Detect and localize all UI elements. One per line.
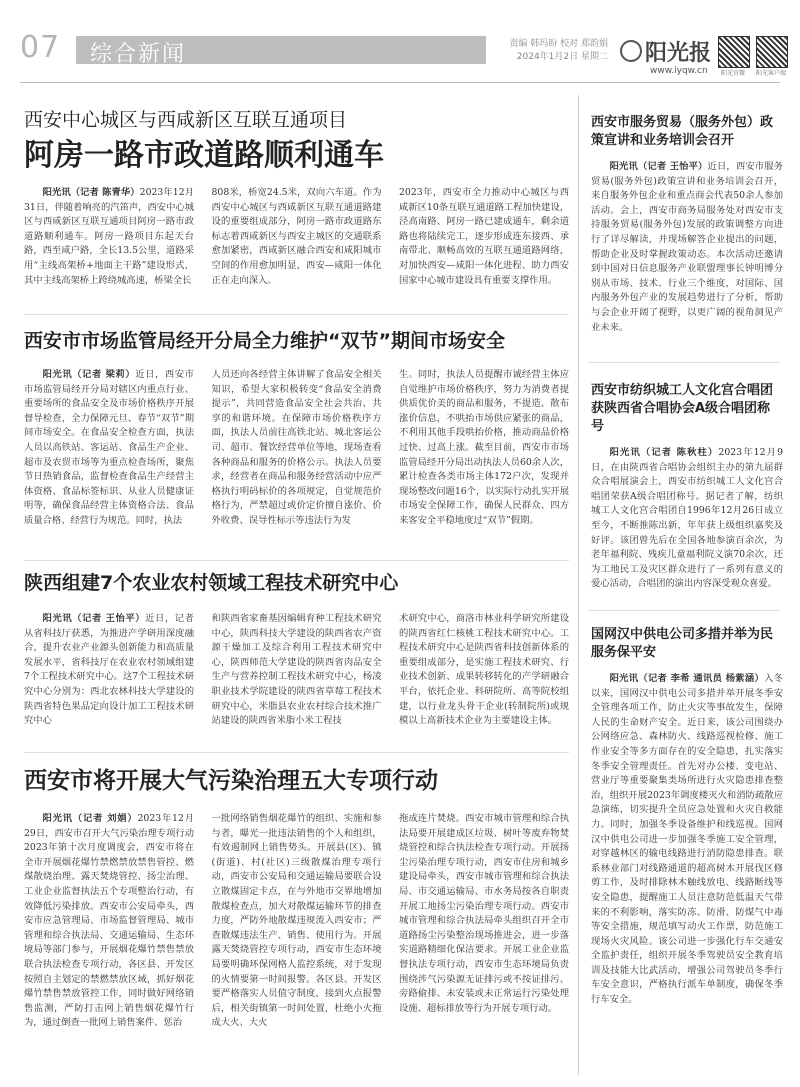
editor-line: 责编 韩玛盼 校对 郑韵娟 [509,39,608,49]
article-byline: 阳光讯（记者 王怡平） [609,161,708,172]
edition-meta [500,38,608,64]
sidebar-title: 国网汉中供电公司多措并举为民服务保平安 [591,627,774,660]
sidebar-article-1 [583,114,783,356]
page-header [0,0,800,77]
article-byline: 阳光讯（记者 刘娟） [42,813,138,824]
qr-code-icon [718,36,750,68]
sidebar-article-3 [583,626,783,1076]
article-separator [24,560,569,561]
article-column: 阳光讯（记者 刘娟）2023年12月29日，西安市召开大气污染治理专项行动2023年第十次月度调度会，西安市将在全市开展烟花爆竹禁燃禁放禁售管控、燃煤散烧治理、露天焚烧管控、扬尘治理、工业企业监督执法五个专项整治行动，有效降低污染排放。西安市公安局牵头，西安市应急管理局、市场监督管理局、城市管理和综合执法局、交通运输局、生态环境局等部门参与，开展烟花爆竹禁售禁放联合执法检查专项行动，各区县、开发区按照自主划定的禁燃禁放区域，抓好烟花爆竹禁售禁放管控工作，同时做好网络销售监测，严防打击网上销售烟花爆竹行为，通过倒查一批网上销售案件、惩治 [24,813,194,1029]
article-separator [588,362,780,363]
article-title: 阿房一路市政道路顺利通车 [24,138,384,173]
website-url[interactable]: www.iyqw.cn [650,66,708,76]
article-column: 拖成连片焚烧。西安市城市管理和综合执法局要开展建成区垃圾、树叶等废弃物焚烧管控和综合执法检查专项行动。开展扬尘污染治理专项行动，西安市住房和城乡建设局牵头，西安市城市管理和综合执法局、市交通运输局、市水务局按各自职责开展工地扬尘污染治理专项行动。西安市城市管理和综合执法局牵头组织召开全市道路扬尘污染整治现场推进会，进一步落实道路精细化保洁要求。开展工业企业监督执法专项行动，西安市生态环境局负责围绕涉气污染源无证排污或不按证排污、旁路偷排、未安装或未正常运行污染处理设施、超标排放等行为开展专项行动。 [399,813,569,1014]
article-column: 2023年，西安市全力推动中心城区与西咸新区10条互联互通道路工程加快建设，泾高南路、阿房一路已建成通车，剩余道路也将陆续完工，逐步形成连东接西、承南带北、顺畅高效的互联互通道路网络，对加快西安—咸阳一体化进程、助力西安国家中心城市建设具有重要支撑作用。 [399,187,569,286]
article-byline: 阳光讯（记者 李希 通讯员 杨紫涵） [609,673,765,684]
sidebar-body: 阳光讯（记者 李希 通讯员 杨紫涵）入冬以来，国网汉中供电公司多措并举开展冬季安全管理各项工作，防止火灾等事故发生，保障人民的生命财产安全。近日来，该公司围绕办公网络应急、森林防火、线路巡视检修、施工作业安全等多方面存在的安全隐患，扎实落实冬季安全管理责任。首先对办公楼、变电站、营业厅等重要聚集类场所进行火灾隐患排查整治，组织开展2023年调度楼灭火和消防疏散应急演练，切实提升全员应急处置和火灾自救能力。同时，加强冬季设备维护和线巡视。国网汉中供电公司进一步加强冬季施工安全管理，对穿越林区的输电线路进行消防隐患排查。联系林业部门对线路通道的超高树木开展伐区修剪工作，及时排除林木触线放电、线路断线等安全隐患，提醒施工人员注意防范低温天气带来的不利影响，落实防冻、防滑、防煤气中毒等安全措施，规范填写动火工作票，防范施工现场火灾风险。该公司进一步强化行车交通安全监护责任，组织开展冬季驾驶员安全教育培训及技能大比武活动，增强公司驾驶员冬季行车安全意识，严格执行派车单制度，确保冬季行车安全。 [591,673,783,1006]
article-1-body [24,186,569,298]
article-title: 陕西组建7个农业农村领域工程技术研究中心 [24,572,399,594]
paper-name: 阳光报 [645,40,712,66]
article-separator [588,610,780,611]
section-bar [76,36,486,67]
date-line: 2024年1月2日 星期二 [516,52,608,62]
page-number: 07 [20,30,61,65]
article-column: 阳光讯（记者 陈青华）2023年12月31日，伴随着响亮的汽笛声，西安中心城区与西咸新区互联互通项目阿房一路市政道路顺利通车。阿房一路项目东起天台路，西至咸户路，全长13.5公里，道路采用“主线高架桥+地面主干路”建设形式，其中主线高架桥上跨绕城高速，桥梁全长 [24,187,194,286]
article-byline: 阳光讯（记者 王怡平） [42,613,146,624]
article-column: 阳光讯（记者 王怡平）近日，记者从省科技厅获悉，为推进产学研用深度融合，提升农业产业源头创新能力和高质量发展水平，省科技厅在农业农村领域组建7个工程技术研究中心。这7个工程技术研究中心分别为：西北农林科技大学建设的陕西省特色果品定向设计加工工程技术研究中心 [24,613,194,727]
article-kicker: 西安中心城区与西咸新区互联互通项目 [24,109,348,131]
article-3 [24,570,569,596]
article-column: 生。同时，执法人员提醒市诚经营主体应自觉维护市场价格秩序，努力为消费者提供质优价美的商品和服务，不提造、散布涨价信息，不哄抬市场供应紧张的商品，不利用其他手段哄抬价格，推动商品价格过快、过高上涨。截至目前，西安市市场监管局经开分局出动执法人员60余人次，累计检查各类市场主体172户次，发现并现场整改问题16个，以实际行动扎实开展市场安全保障工作，确保人民群众、四方来客安全平稳地度过“双节”假期。 [399,369,569,526]
article-3-body [24,612,569,744]
column-divider [578,95,579,1075]
article-byline: 阳光讯（记者 梁莉） [42,369,136,380]
header-rule [20,82,780,83]
article-column: 和陕西省家畜基因编辑育种工程技术研究中心，陕西科技大学建设的陕西省农产资源干燥加工及综合利用工程技术研究中心，陕西师范大学建设的陕西省肉品安全生产与营养控制工程技术研究中心，杨凌职业技术学院建设的陕西省草莓工程技术研究中心，米脂县农业农村综合技术推广站建设的陕西省米脂小米工程技 [211,613,382,727]
article-byline: 阳光讯（记者 陈青华） [42,187,140,198]
article-column: 808米，桥宽24.5米，双向六车道。作为西安中心城区与西咸新区互联互通道路建设的重要组成部分，阿房一路市政道路东标志着西咸新区与西安主城区的交通联系愈加紧密，西咸新区融合西安和咸阳城市空间的作用愈加明显，西安—咸阳一体化正在走向深入。 [211,187,382,286]
qr-label: 阳光客户端 [755,70,786,77]
sidebar-title: 西安市纺织城工人文化宫合唱团获陕西省合唱协会A级合唱团称号 [591,383,774,434]
qr-code-icon [756,36,788,68]
article-byline: 阳光讯（记者 陈秋柱） [609,447,719,458]
article-column: 一批网络销售烟花爆竹的组织、实施和参与者，曝光一批违法销售的个人和组织，有效遏制网上销售势头。开展县(区)、镇(街道)、村(社区)三级散煤治理专项行动，西安市公安局和交通运输局要联合设立散煤固定卡点，在与外地市交界地增加散煤检查点，加大对散煤运输环节的排查力度，严防外地散煤违规流入西安市；严查散煤违法生产、销售、使用行为。开展露天焚烧管控专项行动，西安市生态环境局要明确环保网格人监控系统，对于发现的火情要第一时间报警。各区县、开发区要严格落实人员值守制度，接到火点报警后，相关街镇第一时间处置，杜绝小火拖成大火、大火 [211,813,382,1029]
article-1 [24,108,569,176]
paper-logo [620,36,711,67]
article-title: 西安市将开展大气污染治理五大专项行动 [24,768,438,794]
article-4-body [24,812,569,1080]
article-separator [24,314,569,315]
sidebar-article-2 [583,382,783,610]
qr-label: 阳光官微 [720,70,745,77]
section-title: 综合新闻 [90,42,187,67]
article-4 [24,766,569,796]
article-column: 阳光讯（记者 梁莉）近日，西安市市场监管局经开分局对辖区内重点行业、重要场所的食品安全及市场价格秩序开展督导检查，全力保障元旦、春节“双节”期间市场安全。在食品安全检查方面，执法人员以高铁站、客运站、食品生产企业、超市及农贸市场等为重点检查场所，聚焦节日热销食品，监督检查食品生产经营主体资格、食品标签标识、从业人员健康证明等，确保食品经营主体资格合法、食品质量合格、经营行为规范。同时，执法 [24,369,194,526]
logo-mark-icon [620,40,642,62]
article-2 [24,328,569,354]
sidebar-title: 西安市服务贸易（服务外包）政策宣讲和业务培训会召开 [591,115,774,148]
article-title: 西安市市场监管局经开分局全力维护“双节”期间市场安全 [24,330,505,352]
sidebar-body: 阳光讯（记者 王怡平）近日，西安市服务贸易(服务外包)政策宣讲和业务培训会召开，来自服务外包企业和重点商会代表50余人参加活动。会上，西安市商务局服务处对西安市支持服务贸易(服务外包)发展的政策调整方向进行了详尽解读，并现场解答企业提出的问题，帮助企业及时掌握政策动态。本次活动还邀请到中国对日信息服务产业联盟理事长钟明博分别从市场、技术、行业三个维度，对国际、国内服务外包产业的发展趋势进行了分析，帮助与会企业开阔了视野，以更广阔的视角洞见产业未来。 [591,161,783,333]
article-separator [24,752,569,753]
article-2-body [24,368,569,558]
sidebar-body: 阳光讯（记者 陈秋柱）2023年12月9日，在由陕西省合唱协会组织主办的第九届群众合唱展演会上，西安市纺织城工人文化宫合唱团荣获A级合唱团称号。据记者了解，纺织城工人文化宫合唱团自1996年12月26日成立至今，不断推陈出新，年年获上级组织嘉奖及好评。该团曾先后在全国各地参演百余次，为老年福利院、残疾儿童福利院义演70余次，还为工地民工及灾区群众进行了一系列有意义的爱心活动，合唱团的演出内容深受观众喜爱。 [591,447,783,590]
article-column: 术研究中心，商洛市林业科学研究所建设的陕西省红仁核桃工程技术研究中心。工程技术研究中心是陕西省科技创新体系的重要组成部分，是实施工程技术研究、行业技术创新、成果转移转化的产学研融合平台，依托企业、科研院所、高等院校组建，以行业龙头骨干企业(转制院所)或规模以上高新技术企业为主要建设主体。 [399,613,569,727]
article-column: 人员还向各经营主体讲解了食品安全相关知识，希望大家积极转变“食品安全消费提示”，共同营造食品安全社会共治、共享的和谐环境。在保障市场价格秩序方面，执法人员前往高铁北站、城北客运公司、超市、餐饮经营单位等地，现场查看各种商品和服务的价格公示。执法人员要求，经营者在商品和服务经营活动中应严格执行明码标价的各项规定，自觉规范价格行为，严禁超过或价定价擅自涨价、价外收费、误导性标示等违法行为发 [211,369,382,526]
